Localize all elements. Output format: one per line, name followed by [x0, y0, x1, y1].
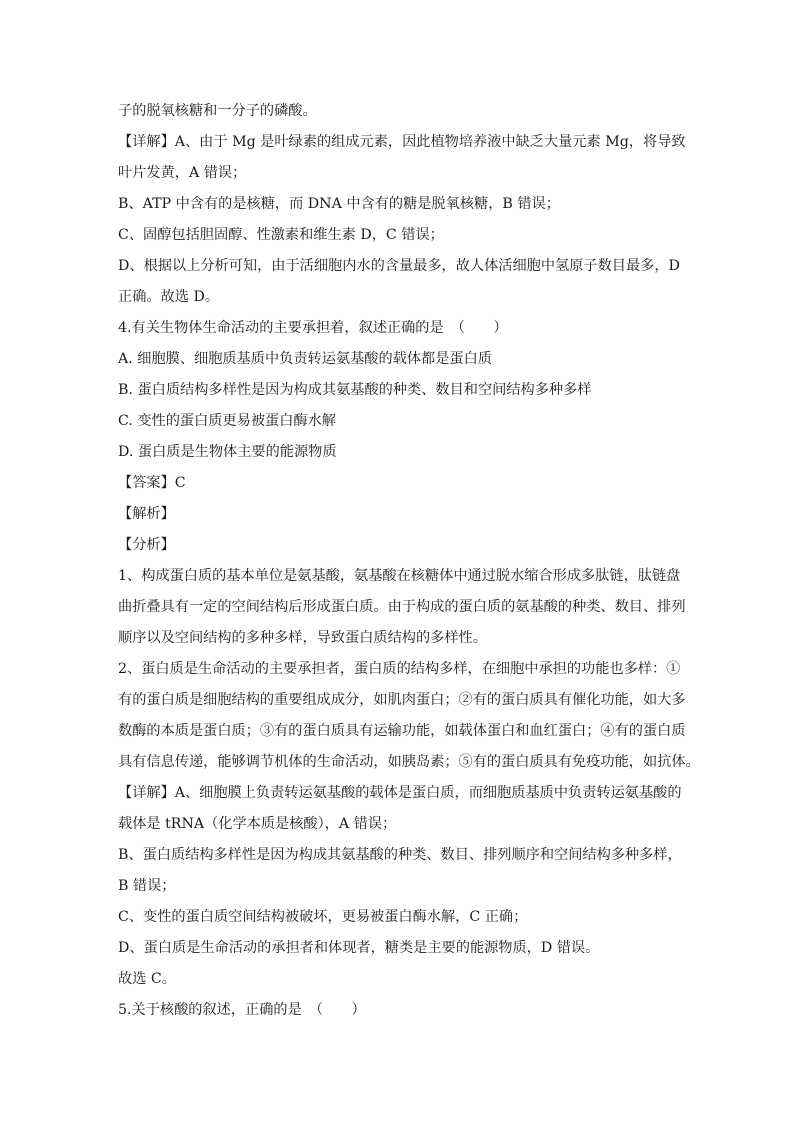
text-line: B、ATP 中含有的是核糖，而 DNA 中含有的糖是脱氧核糖，B 错误； — [118, 196, 560, 212]
text-line: 曲折叠具有一定的空间结构后形成蛋白质。由于构成的蛋白质的氨基酸的种类、数目、排列 — [118, 599, 686, 615]
option-d: D. 蛋白质是生物体主要的能源物质 — [118, 444, 337, 460]
text-line: 载体是 tRNA（化学本质是核酸），A 错误； — [118, 816, 397, 832]
analysis-heading: 【解析】 — [118, 506, 175, 522]
text-line: 2、蛋白质是生命活动的主要承担者，蛋白质的结构多样，在细胞中承担的功能也多样：① — [118, 661, 681, 677]
text-line: 有的蛋白质是细胞结构的重要组成成分，如肌肉蛋白；②有的蛋白质具有催化功能，如大多 — [118, 692, 686, 708]
text-line: 数酶的本质是蛋白质；③有的蛋白质具有运输功能，如载体蛋白和血红蛋白；④有的蛋白质 — [118, 723, 686, 739]
text-line: C、固醇包括胆固醇、性激素和维生素 D，C 错误； — [118, 227, 444, 243]
text-line: 故选 C。 — [118, 971, 176, 987]
text-line: 叶片发黄，A 错误； — [118, 165, 247, 181]
question-title: 5.关于核酸的叙述，正确的是 （ ） — [118, 1002, 366, 1018]
text-line: B、蛋白质结构多样性是因为构成其氨基酸的种类、数目、排列顺序和空间结构多种多样， — [118, 847, 682, 863]
option-b: B. 蛋白质结构多样性是因为构成其氨基酸的种类、数目和空间结构多种多样 — [118, 382, 592, 398]
text-line: 1、构成蛋白质的基本单位是氨基酸，氨基酸在核糖体中通过脱水缩合形成多肽链，肽链盘 — [118, 568, 681, 584]
text-line: 正确。故选 D。 — [118, 289, 220, 305]
text-line: 顺序以及空间结构的多种多样，导致蛋白质结构的多样性。 — [118, 630, 487, 646]
analysis-subheading: 【分析】 — [118, 537, 175, 553]
text-line: 子的脱氧核糖和一分子的磷酸。 — [118, 103, 317, 119]
option-c: C. 变性的蛋白质更易被蛋白酶水解 — [118, 413, 336, 429]
text-line: 【详解】A、细胞膜上负责转运氨基酸的载体是蛋白质，而细胞质基质中负责转运氨基酸的 — [118, 785, 682, 801]
text-line: B 错误； — [118, 878, 176, 894]
text-line: C、变性的蛋白质空间结构被破坏，更易被蛋白酶水解，C 正确； — [118, 909, 528, 925]
text-line: 具有信息传递，能够调节机体的生命活动，如胰岛素；⑤有的蛋白质具有免疫功能，如抗体。 — [118, 754, 700, 770]
text-line: D、根据以上分析可知，由于活细胞内水的含量最多，故人体活细胞中氢原子数目最多，D — [118, 258, 680, 274]
question-title: 4.有关生物体生命活动的主要承担着，叙述正确的是 （ ） — [118, 320, 508, 336]
text-line: 【详解】A、由于 Mg 是叶绿素的组成元素，因此植物培养液中缺乏大量元素 Mg，将导致 — [118, 134, 686, 150]
text-line: D、蛋白质是生命活动的承担者和体现者，糖类是主要的能源物质，D 错误。 — [118, 940, 600, 956]
answer-heading: 【答案】C — [118, 475, 186, 491]
option-a: A. 细胞膜、细胞质基质中负责转运氨基酸的载体都是蛋白质 — [118, 351, 492, 367]
document-page — [118, 96, 700, 1026]
